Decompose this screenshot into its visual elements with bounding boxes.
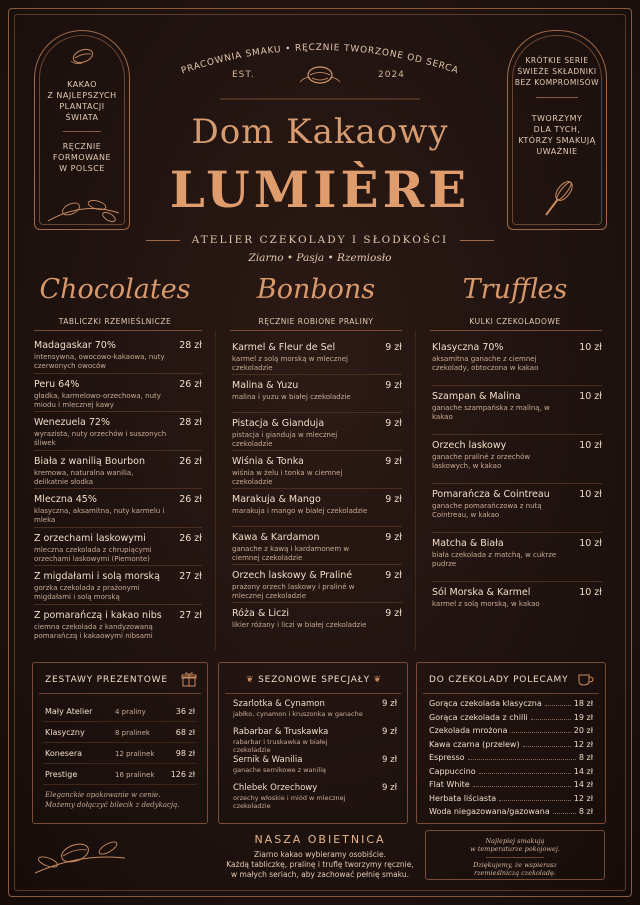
drink-name: Czekolada mrożona (429, 726, 508, 735)
whisk-icon (542, 179, 574, 219)
chocolate-item (34, 533, 202, 564)
item-price: 9 zł (382, 783, 397, 793)
drink-price: 8 zł (578, 753, 593, 762)
item-name: Wiśnia & Tonka (232, 456, 304, 467)
item-price: 28 zł (179, 340, 202, 351)
item-description: ganache praliné z orzechów laskowych, w kakao (432, 453, 531, 470)
item-name: Róża & Liczi (232, 608, 290, 619)
item-name: Pistacja & Gianduja (232, 418, 325, 429)
title-line-2: LUMIÈRE (169, 160, 471, 219)
item-name: Klasyczna 70% (432, 342, 504, 353)
truffle-item (432, 440, 602, 471)
item-name: Marakuja & Mango (232, 494, 321, 505)
item-price: 9 zł (382, 755, 397, 765)
item-description: gorzka czekolada z prażonymi migdałami i solą morską (34, 584, 140, 601)
item-price: 26 zł (179, 378, 202, 390)
item-description: klasyczna, aksamitna, nuty karmelu i mleka (34, 507, 165, 524)
bonbons-title: Bonbons (256, 274, 376, 305)
footer-note-box: Najlepiej smakują w temperaturze pokojowej. Dziękujemy, że wspierasz rzemieślniczą czekoladę. (425, 830, 605, 880)
truffle-item (432, 538, 602, 569)
item-name: Madagaskar 70% (34, 340, 116, 351)
item-name: Chlebek Orzechowy (233, 783, 318, 793)
truffle-item (432, 587, 602, 609)
bonbon-item (232, 418, 402, 449)
item-price: 10 zł (579, 587, 602, 598)
item-price: 9 zł (382, 727, 397, 737)
item-name: Biała z wanilią Bourbon (34, 455, 146, 467)
subtitle: ATELIER CZEKOLADY I SŁODKOŚCI (191, 234, 449, 246)
gift-note-1: Eleganckie opakowanie w cenie. (45, 791, 161, 799)
truffle-item (432, 489, 602, 520)
drink-row (429, 753, 593, 762)
gift-set-price: 126 zł (170, 770, 195, 779)
item-name: Rabarbar & Truskawka (233, 727, 329, 737)
seasonal-title: ❦ SEZONOWE SPECJAŁY ❦ (246, 675, 382, 685)
drink-price: 12 zł (573, 739, 593, 749)
chocolate-item (34, 417, 202, 448)
seasonal-panel (218, 662, 408, 824)
drink-row (429, 767, 593, 776)
coffee-cup-icon (577, 672, 595, 686)
truffle-item (432, 391, 602, 422)
item-description: rabarbar i truskawka w białej czekoladzie (233, 738, 328, 754)
drink-name: Cappuccino (429, 766, 476, 776)
item-price: 9 zł (385, 494, 402, 505)
item-name: Karmel & Fleur de Sel (232, 342, 336, 353)
item-price: 10 zł (579, 440, 602, 451)
bonbon-item (232, 494, 402, 516)
drink-price: 8 zł (578, 807, 593, 816)
item-price: 9 zł (385, 418, 402, 429)
item-description: ganache sernikowe z wanilią (233, 766, 327, 774)
right-info-box (507, 30, 607, 230)
drink-name: Espresso (429, 753, 465, 762)
gift-set-count: 16 pralinek (115, 771, 155, 779)
seasonal-item (233, 727, 397, 754)
item-name: Sernik & Wanilia (233, 755, 303, 765)
item-description: biała czekolada z matchą, w cukrze pudrze (432, 551, 557, 568)
drink-name: Gorąca czekolada klasyczna (429, 699, 542, 708)
item-price: 28 zł (179, 417, 202, 428)
header-rule (220, 96, 420, 102)
drink-price: 20 zł (573, 726, 593, 735)
item-description: pistacja i gianduja w mlecznej czekoladzie (232, 431, 338, 448)
leaf-icon: ❦ (369, 675, 382, 685)
drink-price: 14 zł (573, 766, 593, 776)
item-name: Mleczna 45% (34, 494, 97, 505)
gift-note-2: Możemy dołączyć bilecik z dedykacją. (45, 801, 180, 809)
item-description: intensywna, owocowo-kakaowa, nuty czerwonych owoców (34, 353, 165, 370)
drink-price: 19 zł (573, 712, 593, 722)
item-price: 10 zł (579, 538, 602, 549)
item-price: 26 zł (179, 532, 202, 544)
gift-set-count: 8 pralinek (115, 729, 150, 737)
right-box-text-1: KRÓTKIE SERIE ŚWIEŻE SKŁADNIKI BEZ KOMPROMISÓW (514, 56, 600, 87)
gift-sets-title: ZESTAWY PREZENTOWE (45, 675, 168, 685)
item-description: malina i yuzu w białej czekoladzie (232, 393, 351, 401)
bonbon-item (232, 570, 402, 601)
chocolate-item (34, 340, 202, 371)
item-price: 9 zł (382, 699, 397, 709)
item-name: Sól Morska & Karmel (432, 587, 531, 598)
promise-title: NASZA OBIETNICA (254, 833, 386, 846)
item-description: orzechy włoskie i miód w mlecznej czekoladzie (233, 794, 346, 810)
item-name: Peru 64% (34, 378, 80, 390)
item-name: Z migdałami i solą morską (34, 571, 160, 582)
item-description: wyrazista, nuty orzechów i suszonych śliwek (34, 430, 167, 447)
drink-row (429, 794, 593, 803)
item-name: Z pomarańczą i kakao nibs (34, 609, 162, 621)
drink-row (429, 699, 593, 708)
gift-set-price: 36 zł (175, 707, 195, 716)
gift-set-count: 4 praliny (115, 708, 146, 716)
gift-set-name: Prestige (45, 770, 78, 779)
cacao-pod-logo-icon (298, 58, 342, 92)
item-price: 9 zł (385, 570, 402, 581)
item-description: ganache z kawą i kardamonem w ciemnej czekoladzie (232, 545, 350, 562)
item-name: Matcha & Biała (432, 538, 504, 549)
drink-row (429, 713, 593, 722)
item-price: 9 zł (385, 342, 402, 353)
drink-price: 18 zł (573, 699, 593, 708)
truffles-subtitle: KULKI CZEKOLADOWE (469, 317, 561, 326)
gift-set-row (45, 728, 195, 737)
drink-price: 12 zł (573, 793, 593, 803)
chocolate-item (34, 456, 202, 487)
item-price: 26 zł (179, 455, 202, 467)
drink-name: Herbata liściasta (429, 793, 497, 803)
gift-set-price: 68 zł (175, 728, 195, 737)
item-name: Kawa & Kardamon (232, 532, 320, 543)
item-description: wiśnia w żelu i tonka w ciemnej czekoladzie (232, 469, 343, 486)
item-description: gładka, karmelowo-orzechowa, nuty miodu i mlecznej kawy (34, 391, 161, 409)
item-name: Szampan & Malina (432, 391, 521, 402)
gift-set-name: Mały Atelier (45, 707, 93, 716)
drink-row (429, 726, 593, 735)
chocolate-item (34, 571, 202, 602)
svg-text:PRACOWNIA SMAKU • RĘCZNIE TWOR: PRACOWNIA SMAKU • RĘCZNIE TWORZONE OD SERCA (180, 42, 460, 77)
bonbon-item (232, 342, 402, 373)
left-box-text-2: RĘCZNIE FORMOWANE W POLSCE (52, 142, 112, 173)
truffle-item (432, 342, 602, 373)
gift-sets-panel (32, 662, 208, 824)
gift-set-row (45, 770, 195, 779)
item-name: Wenezuela 72% (34, 417, 110, 428)
est-year: 2024 (378, 70, 405, 80)
item-description: mleczna czekolada z chrupiącymi orzechami laskowymi (Piemonte) (34, 545, 152, 563)
tagline: Ziarno • Pasja • Rzemiosło (248, 252, 392, 264)
item-price: 9 zł (385, 532, 402, 543)
bonbon-item (232, 380, 402, 402)
drinks-panel (416, 662, 606, 824)
cacao-pod-icon (68, 45, 98, 67)
drink-price: 14 zł (573, 780, 593, 789)
item-description: karmel z solą morską w mlecznej czekoladzie (232, 355, 348, 372)
item-name: Malina & Yuzu (232, 380, 299, 391)
bonbon-item (232, 456, 402, 487)
promise-text: Ziarno kakao wybieramy osobiście. Każdą tabliczkę, pralinę i truflę tworzymy ręcznie, w małych seriach, aby zachować pełnię smaku. (226, 850, 414, 879)
item-name: Orzech laskowy & Praliné (232, 570, 353, 581)
item-price: 27 zł (179, 571, 202, 582)
item-description: karmel z solą morską, w kakao (432, 600, 540, 608)
left-box-text-1: KAKAO Z NAJLEPSZYCH PLANTACJI ŚWIATA (47, 80, 117, 122)
drink-name: Kawa czarna (przelew) (429, 739, 520, 749)
cacao-branch-icon (43, 191, 123, 227)
item-description: marakuja i mango w białej czekoladzie (232, 507, 368, 515)
cacao-branch-left-icon (30, 828, 130, 878)
item-description: ganache szampańska z maliną, w kakao (432, 404, 550, 421)
item-price: 10 zł (579, 342, 602, 353)
bonbon-item (232, 532, 402, 563)
seasonal-item (233, 783, 397, 810)
chocolate-item (34, 610, 202, 641)
item-price: 9 zł (385, 380, 402, 391)
item-description: jabłko, cynamon i kruszonka w ganache (233, 710, 363, 718)
gift-set-row (45, 749, 195, 758)
seasonal-item (233, 699, 397, 718)
gift-set-count: 12 pralinek (115, 750, 155, 758)
right-box-text-2: TWORZYMY DLA TYCH, KTÓRZY SMAKUJĄ UWAŻNIE (518, 114, 596, 156)
item-price: 9 zł (385, 456, 402, 467)
chocolate-item (34, 494, 202, 525)
item-description: ganache pomarańczowa z nutą Cointreau, w kakao (432, 502, 542, 519)
drink-row (429, 807, 593, 816)
item-price: 26 zł (179, 494, 202, 505)
drinks-title: DO CZEKOLADY POLECAMY (429, 675, 569, 685)
title-line-1: Dom Kakaowy (191, 112, 449, 152)
seasonal-item (233, 755, 397, 774)
item-description: ciemna czekolada z kandyzowaną pomarańczą i kakaowymi nibsami (34, 622, 153, 640)
item-description: aksamitna ganache z ciemnej czekolady, obtoczona w kakao (432, 355, 539, 372)
gift-set-row (45, 707, 195, 716)
chocolates-title: Chocolates (39, 274, 191, 305)
item-description: kremowa, naturalna wanilia, delikatnie słodka (34, 468, 134, 486)
chocolate-item (34, 379, 202, 410)
left-info-box (34, 30, 130, 230)
leaf-icon: ❦ (246, 675, 259, 685)
drink-row (429, 780, 593, 789)
item-price: 27 zł (179, 609, 202, 621)
gift-box-icon (181, 671, 197, 687)
drink-row (429, 740, 593, 749)
bonbons-subtitle: RĘCZNIE ROBIONE PRALINY (258, 317, 374, 326)
item-price: 10 zł (579, 391, 602, 402)
item-price: 9 zł (385, 608, 402, 619)
drink-name: Gorąca czekolada z chilli (429, 712, 528, 722)
bonbon-item (232, 608, 402, 630)
item-price: 10 zł (579, 489, 602, 500)
item-description: prażony orzech laskowy i praliné w mlecznej czekoladzie (232, 583, 355, 600)
item-name: Pomarańcza & Cointreau (432, 489, 550, 500)
gift-set-name: Konesera (45, 749, 83, 758)
truffles-title: Truffles (462, 274, 568, 305)
drink-name: Woda niegazowana/gazowana (429, 807, 550, 816)
gift-set-name: Klasyczny (45, 728, 85, 737)
item-name: Orzech laskowy (432, 440, 507, 451)
item-description: likier różany i liczi w białej czekoladzie (232, 621, 367, 629)
item-name: Z orzechami laskowymi (34, 532, 146, 544)
drink-name: Flat White (429, 780, 470, 789)
est-label: EST. (232, 70, 255, 80)
item-name: Szarlotka & Cynamon (233, 699, 325, 709)
chocolates-subtitle: TABLICZKI RZEMIEŚLNICZE (58, 317, 172, 326)
gift-set-price: 98 zł (175, 749, 195, 758)
